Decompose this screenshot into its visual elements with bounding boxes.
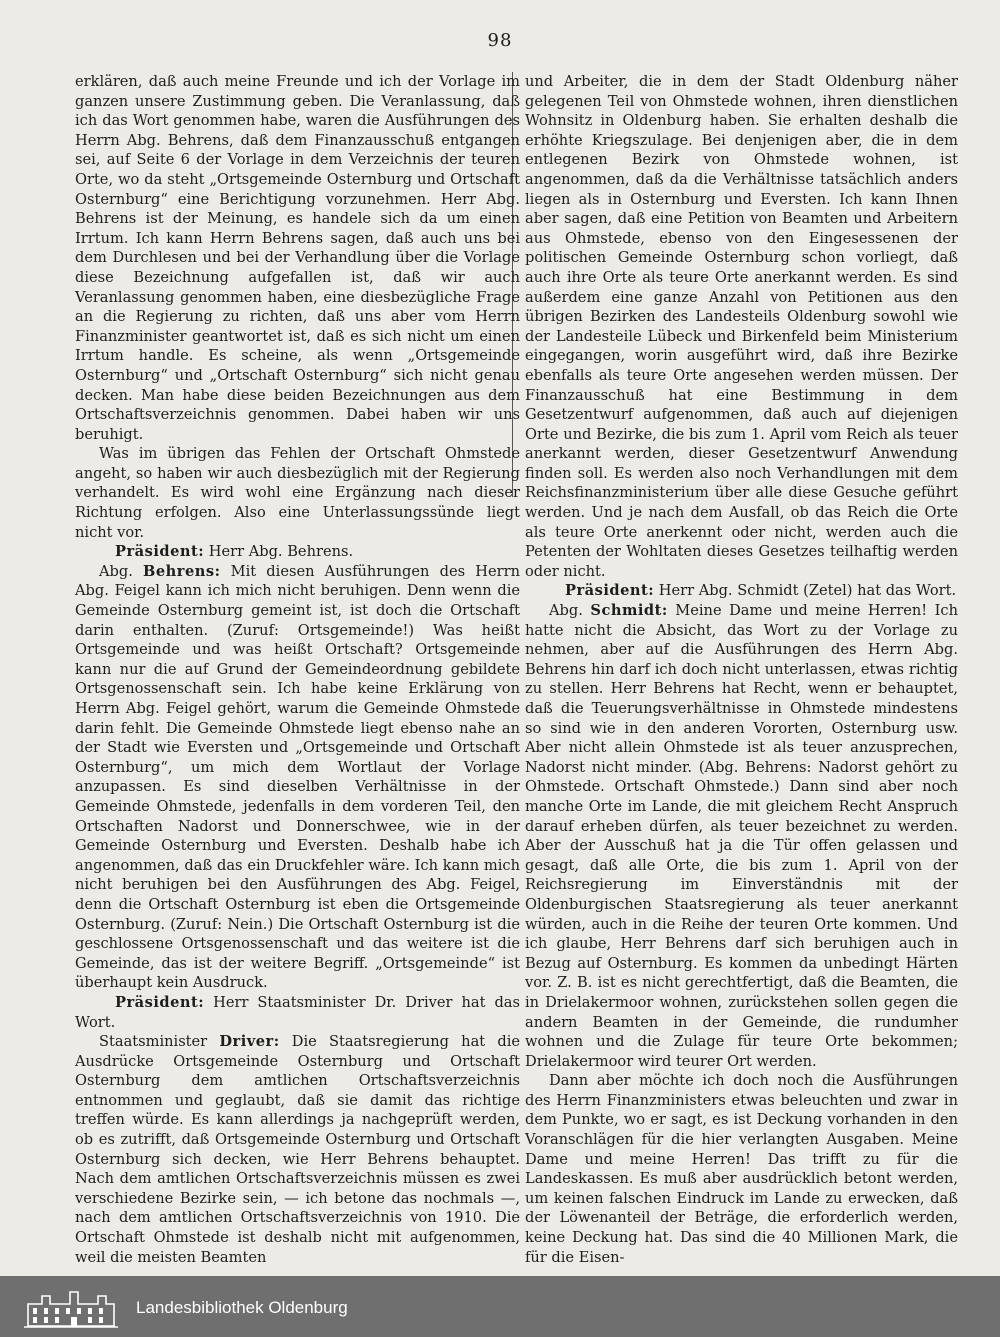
speaker-title: Abg. (99, 562, 144, 580)
speech-text: Meine Dame und meine Herren! Ich hatte nicht die Absicht, das Wort zu der Vorlage zu nehmen, aber auf die Ausführungen des Herrn Abg. Behrens hin darf ich doch nicht unterlassen, etwas richtig zu stellen. Herr Behrens hat Recht, wenn er behauptet, daß die Teuerungsverhältnisse in Ohmstede mindestens so sind wie in den anderen Vororten, Osternburg usw. Aber nicht allein Ohmstede ist als teuer anzusprechen, Nadorst nicht minder. (Abg. Behrens: Nadorst gehört zu Ohmstede. Ortschaft Ohmstede.) Dann sind aber noch manche Orte im Lande, die mit gleichem Recht Anspruch darauf erheben dürfen, als teuer bezeichnet zu werden. Aber der Ausschuß hat ja die Tür offen gelassen und gesagt, daß alle Orte, die bis zum 1. April von der Reichsregierung im Einverständnis mit der Oldenburgischen Staatsregierung als teuer anerkannt würden, auch in die Reihe der teuren Orte kommen. Und ich glaube, Herr Behrens darf sich beruhigen auch in Bezug auf Osternburg. Es kommen da unbedingt Härten vor. Z. B. ist es nicht gerechtfertigt, daß die Beamten, die in Drielakermoor wohnen, zurückstehen sollen gegen die andern Beamten in der Gemeinde, die rundumher wohnen und die Zulage für teure Orte bekommen; Drielakermoor wird teurer Ort werden. (525, 602, 958, 1070)
paragraph: erklären, daß auch meine Freunde und ich der Vorlage im ganzen unsere Zustimmung geben. Die Veranlassung, daß ich das Wort genommen habe, waren die Ausführungen des Herrn Abg. Behrens, daß dem Finanzausschuß entgangen sei, auf Seite 6 der Vorlage in dem Verzeichnis der teuren Orte, wo da steht „Ortsgemeinde Osternburg und Ortschaft Osternburg“ eine Berichtigung vorzunehmen. Herr Abg. Behrens ist der Meinung, es handele sich da um einen Irrtum. Ich kann Herrn Behrens sagen, daß auch uns bei dem Durchlesen und bei der Verhandlung über die Vorlage diese Bezeichnung aufgefallen ist, daß wir auch Veranlassung genommen haben, eine diesbezügliche Frage an die Regierung zu richten, daß uns aber vom Herrn Finanzminister geantwortet ist, daß es sich nicht um einen Irrtum handle. Es scheine, als wenn „Ortsgemeinde Osternburg“ und „Ortschaft Osternburg“ sich nicht genau decken. Man habe diese beiden Bezeichnungen aus dem Ortschaftsverzeichnis genommen. Dabei haben wir uns beruhigt. (75, 73, 520, 443)
speech-text: Herr Abg. Behrens. (204, 543, 354, 561)
right-column (525, 72, 958, 1267)
speaker-paragraph (75, 993, 520, 1032)
speaker-name: Präsident: (565, 582, 655, 600)
speech-text: Herr Abg. Schmidt (Zetel) hat das Wort. (654, 582, 957, 600)
library-building-icon (20, 1286, 120, 1330)
speaker-name: Driver: (219, 1033, 280, 1051)
speaker-name: Schmidt: (590, 602, 668, 620)
speaker-paragraph (525, 581, 958, 601)
speaker-paragraph (75, 562, 520, 993)
paragraph: und Arbeiter, die in dem der Stadt Oldenburg näher gelegenen Teil von Ohmstede wohnen, ihren dienstlichen Wohnsitz in Oldenburg haben. Sie erhalten deshalb die erhöhte Kriegszulage. Bei denjenigen aber, die in dem entlegenen Bezirk von Ohmstede wohnen, ist angenommen, daß da die Verhältnisse tatsächlich anders liegen als in Osternburg und Eversten. Ich kann Ihnen aber sagen, daß eine Petition von Beamten und Arbeitern aus Ohmstede, ebenso von den Eingesessenen der politischen Gemeinde Osternburg schon vorliegt, daß auch ihre Orte als teure Orte anerkannt werden. Es sind außerdem eine ganze Anzahl von Petitionen aus den übrigen Bezirken des Landesteils Oldenburg sowohl wie der Landesteile Lübeck und Birkenfeld beim Ministerium eingegangen, worin ausgeführt wird, daß ihre Bezirke ebenfalls als teure Orte angesehen werden müssen. Der Finanzausschuß hat eine Bestimmung in dem Gesetzentwurf aufgenommen, daß auch auf diejenigen Orte und Bezirke, die bis zum 1. April vom Reich als teuer anerkannt werden, dieser Gesetzentwurf Anwendung finden soll. Es werden also noch Verhandlungen mit dem Reichsfinanzministerium über alle diese Gesuche geführt werden. Und je nach dem Ausfall, ob das Reich die Orte als teure Orte anerkennt oder nicht, werden auch die Petenten der Wohltaten dieses Gesetzes teilhaftig werden oder nicht. (525, 73, 958, 580)
speaker-paragraph (75, 1032, 520, 1267)
speech-text: Mit diesen Ausführungen des Herrn Abg. Feigel kann ich mich nicht beruhigen. Denn wenn die Gemeinde Osternburg gemeint ist, ist doch die Ortschaft darin enthalten. (Zuruf: Ortsgemeinde!) Was heißt Ortsgemeinde und was heißt Ortschaft? Ortsgemeinde kann nur die auf Grund der Gemeindeordnung gebildete Ortsgenossenschaft sein. Ich habe keine Erklärung von Herrn Abg. Feigel gehört, warum die Gemeinde Ohmstede darin fehlt. Die Gemeinde Ohmstede liegt ebenso nahe an der Stadt wie Eversten und „Ortsgemeinde und Ortschaft Osternburg“, um mich dem Wortlaut der Vorlage anzupassen. Es sind dieselben Verhältnisse in der Gemeinde Ohmstede, jedenfalls in dem vorderen Teil, den Ortschaften Nadorst und Donnerschwee, wie in der Gemeinde Osternburg und Eversten. Deshalb habe ich angenommen, daß das ein Druckfehler wäre. Ich kann mich nicht beruhigen bei den Ausführungen des Abg. Feigel, denn die Ortschaft Osternburg ist eben die Ortsgemeinde Osternburg. (Zuruf: Nein.) Die Ortschaft Osternburg ist die geschlossene Ortsgenossenschaft und das weitere ist die Gemeinde, das ist der weitere Begriff. „Ortsgemeinde“ ist überhaupt kein Ausdruck. (75, 562, 520, 992)
speaker-paragraph (525, 601, 958, 1071)
library-footer (0, 1276, 1000, 1337)
speaker-paragraph (75, 542, 520, 562)
speaker-title: Staatsminister (99, 1033, 220, 1051)
paragraph: Dann aber möchte ich doch noch die Ausführungen des Herrn Finanzministers etwas beleuchten und zwar in dem Punkte, wo er sagt, es ist Deckung vorhanden in den Voranschlägen für die hier verlangten Ausgaben. Meine Dame und meine Herren! Das trifft zu für die Landeskassen. Es muß aber ausdrücklich betont werden, um keinen falschen Eindruck im Lande zu erwecken, daß der Löwenanteil der Beträge, die erforderlich werden, keine Deckung hat. Das sind die 40 Millionen Mark, die für die Eisen- (525, 1072, 958, 1266)
speech-text: Herr Staatsminister Dr. Driver hat das Wort. (75, 993, 520, 1031)
paragraph: Was im übrigen das Fehlen der Ortschaft Ohmstede angeht, so haben wir auch diesbezüglich mit der Regierung verhandelt. Es wird wohl eine Ergänzung nach dieser Richtung erfolgen. Also eine Unterlassungssünde liegt nicht vor. (75, 445, 520, 541)
speech-text: Die Staatsregierung hat die Ausdrücke Ortsgemeinde Osternburg und Ortschaft Osternburg dem amtlichen Ortschaftsverzeichnis entnommen und geglaubt, daß sie damit das richtige treffen würde. Es kann allerdings ja nachgeprüft werden, ob es zutrifft, daß Ortsgemeinde Osternburg und Ortschaft Osternburg sich decken, wie Herr Behrens behauptet. Nach dem amtlichen Ortschaftsverzeichnis müssen es zwei verschiedene Bezirke sein, — ich betone das nochmals —, nach dem amtlichen Ortschaftsverzeichnis von 1910. Die Ortschaft Ohmstede ist deshalb nicht mit aufgenommen, weil die meisten Beamten (75, 1033, 520, 1266)
speaker-title: Abg. (549, 602, 591, 620)
speaker-name: Präsident: (115, 993, 205, 1011)
speaker-name: Behrens: (143, 562, 221, 580)
left-column (75, 72, 520, 1267)
page-number: 98 (487, 30, 513, 51)
speaker-name: Präsident: (115, 543, 205, 561)
footer-label: Landesbibliothek Oldenburg (136, 1298, 348, 1317)
